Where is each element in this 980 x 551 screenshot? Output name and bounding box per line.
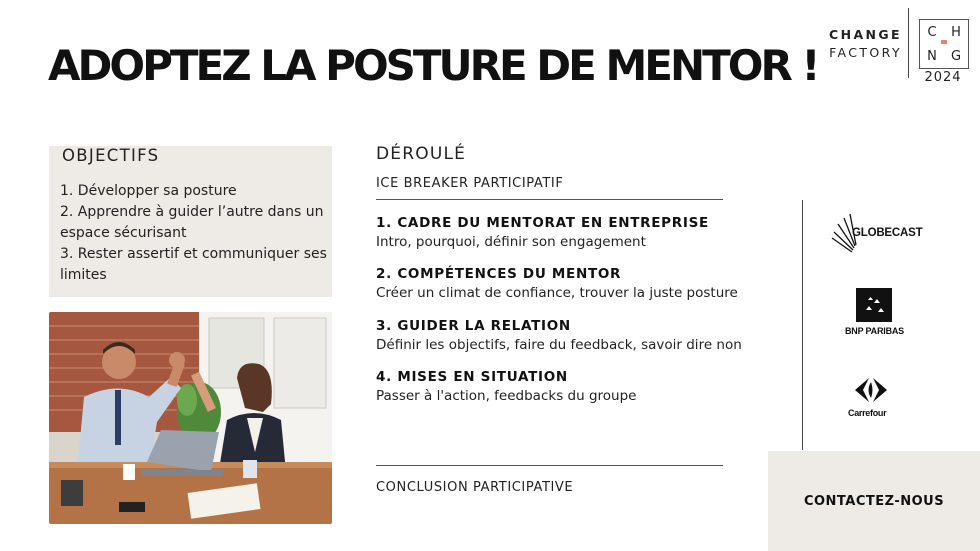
step-description: Créer un climat de confiance, trouver la juste posture	[376, 285, 738, 301]
logo-grid-letter: G	[950, 48, 962, 64]
carrefour-logo	[842, 376, 902, 422]
objectifs-list	[60, 181, 330, 286]
logo-line-factory: FACTORY	[829, 45, 902, 60]
logo-divider	[908, 8, 909, 78]
logo-year: 2024	[924, 70, 962, 85]
divider-top	[376, 199, 723, 200]
logo-grid-letter: N	[927, 48, 937, 64]
objectifs-title: OBJECTIFS	[62, 146, 160, 165]
logo-line-change: CHANGE	[829, 27, 902, 42]
bnp-paribas-logo	[840, 288, 910, 340]
program-step	[376, 214, 796, 252]
conclusion-label: CONCLUSION PARTICIPATIVE	[376, 480, 574, 495]
objectif-item: 2. Apprendre à guider l’autre dans un espace sécurisant	[60, 204, 324, 241]
contact-button[interactable]: CONTACTEZ-NOUS	[768, 451, 980, 551]
office-high-five-photo	[49, 312, 332, 524]
step-title: 4. MISES EN SITUATION	[376, 369, 568, 385]
program-step	[376, 265, 796, 303]
partners-divider	[802, 200, 803, 450]
divider-bottom	[376, 465, 723, 466]
objectif-item: 1. Développer sa posture	[60, 183, 237, 199]
ice-breaker-label: ICE BREAKER PARTICIPATIF	[376, 176, 564, 191]
logo-grid-letter: H	[951, 24, 961, 40]
page-title: ADOPTEZ LA POSTURE DE MENTOR !	[48, 41, 818, 90]
step-description: Définir les objectifs, faire du feedback, savoir dire non	[376, 337, 742, 353]
step-description: Passer à l'action, feedbacks du groupe	[376, 388, 637, 404]
change-factory-logo-mark	[919, 19, 969, 69]
globecast-logo	[828, 212, 938, 256]
carrefour-label: Carrefour	[848, 408, 887, 418]
step-description: Intro, pourquoi, définir son engagement	[376, 234, 646, 250]
bnp-paribas-label: BNP PARIBAS	[845, 326, 904, 336]
objectif-item: 3. Rester assertif et communiquer ses limites	[60, 246, 327, 283]
program-step	[376, 317, 796, 355]
program-step	[376, 368, 796, 406]
logo-grid-letter: C	[927, 24, 937, 40]
deroule-title: DÉROULÉ	[376, 144, 467, 164]
step-title: 2. COMPÉTENCES DU MENTOR	[376, 266, 622, 282]
change-factory-logo-text	[822, 26, 902, 62]
step-title: 1. CADRE DU MENTORAT EN ENTREPRISE	[376, 215, 709, 231]
logo-accent-dots	[941, 40, 947, 44]
step-title: 3. GUIDER LA RELATION	[376, 318, 571, 334]
globecast-label: GLOBECAST	[852, 227, 923, 239]
